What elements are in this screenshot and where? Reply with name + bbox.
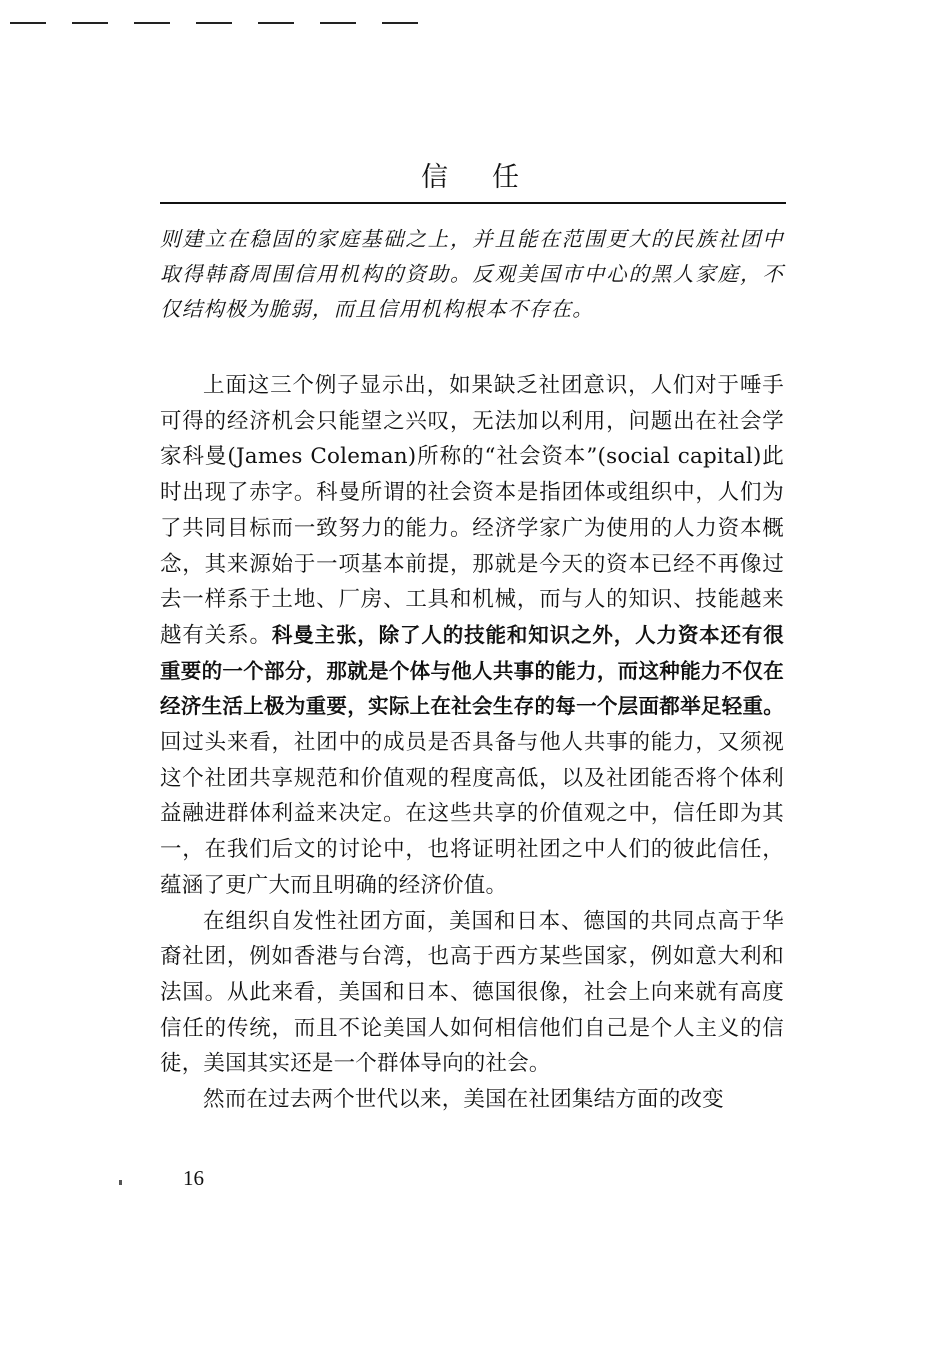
header-dash <box>134 22 170 24</box>
paragraph-closing: 然而在过去两个世代以来，美国在社团集结方面的改变 <box>203 1087 724 1113</box>
header-rule <box>160 202 786 204</box>
paragraph-text: 上面这三个例子显示出，如果缺乏社团意识，人们对于唾手可得的经济机会只能望之兴叹，无法加以利用，问题出在社会学家科曼(James Coleman)所称的“社会资本”(social capital)此时出现了赤字。科曼所谓的社会资本是指团体或组织中，人们为了共同目标而一致努力的能力。经济学家广为使用的人力资本概念，其来源始于一项基本前提，那就是今天的资本已经不再像过去一样系于土地、厂房、工具和机械，而与人的知识、技能越来越有关系。 <box>160 373 784 648</box>
header-dash <box>72 22 108 24</box>
body-text <box>160 368 784 1118</box>
paragraph-comparison: 在组织自发性社团方面，美国和日本、德国的共同点高于华裔社团，例如香港与台湾，也高于西方某些国家，例如意大利和法国。从此来看，美国和日本、德国很像，社会上向来就有高度信任的传统，而且不论美国人如何相信他们自己是个人主义的信徒，美国其实还是一个群体导向的社会。 <box>160 908 784 1077</box>
running-head-title: 信任 <box>421 162 563 193</box>
header-dash <box>320 22 356 24</box>
continued-quote-paragraph: 则建立在稳固的家庭基础之上，并且能在范围更大的民族社团中取得韩裔周围信用机构的资助。反观美国市中心的黑人家庭，不仅结构极为脆弱，而且信用机构根本不存在。 <box>160 227 784 321</box>
header-dash <box>196 22 232 24</box>
header-dash <box>10 22 46 24</box>
header-dash <box>382 22 418 24</box>
page-number: 16 <box>183 1166 204 1190</box>
margin-mark <box>119 1180 122 1185</box>
header-dash <box>258 22 294 24</box>
emphasized-text: 科曼主张，除了人的技能和知识之外，人力资本还有很重要的一个部分，那就是个体与他人共事的能力，而这种能力不仅在经济生活上极为重要，实际上在社会生存的每一个层面都举足轻重。 <box>160 622 784 719</box>
paragraph-social-capital <box>160 368 784 904</box>
paragraph-text: 回过头来看，社团中的成员是否具备与他人共事的能力，又须视这个社团共享规范和价值观的程度高低，以及社团能否将个体利益融进群体利益来决定。在这些共享的价值观之中，信任即为其一，在我们后文的讨论中，也将证明社团之中人们的彼此信任，蕴涵了更广大而且明确的经济价值。 <box>160 730 784 898</box>
